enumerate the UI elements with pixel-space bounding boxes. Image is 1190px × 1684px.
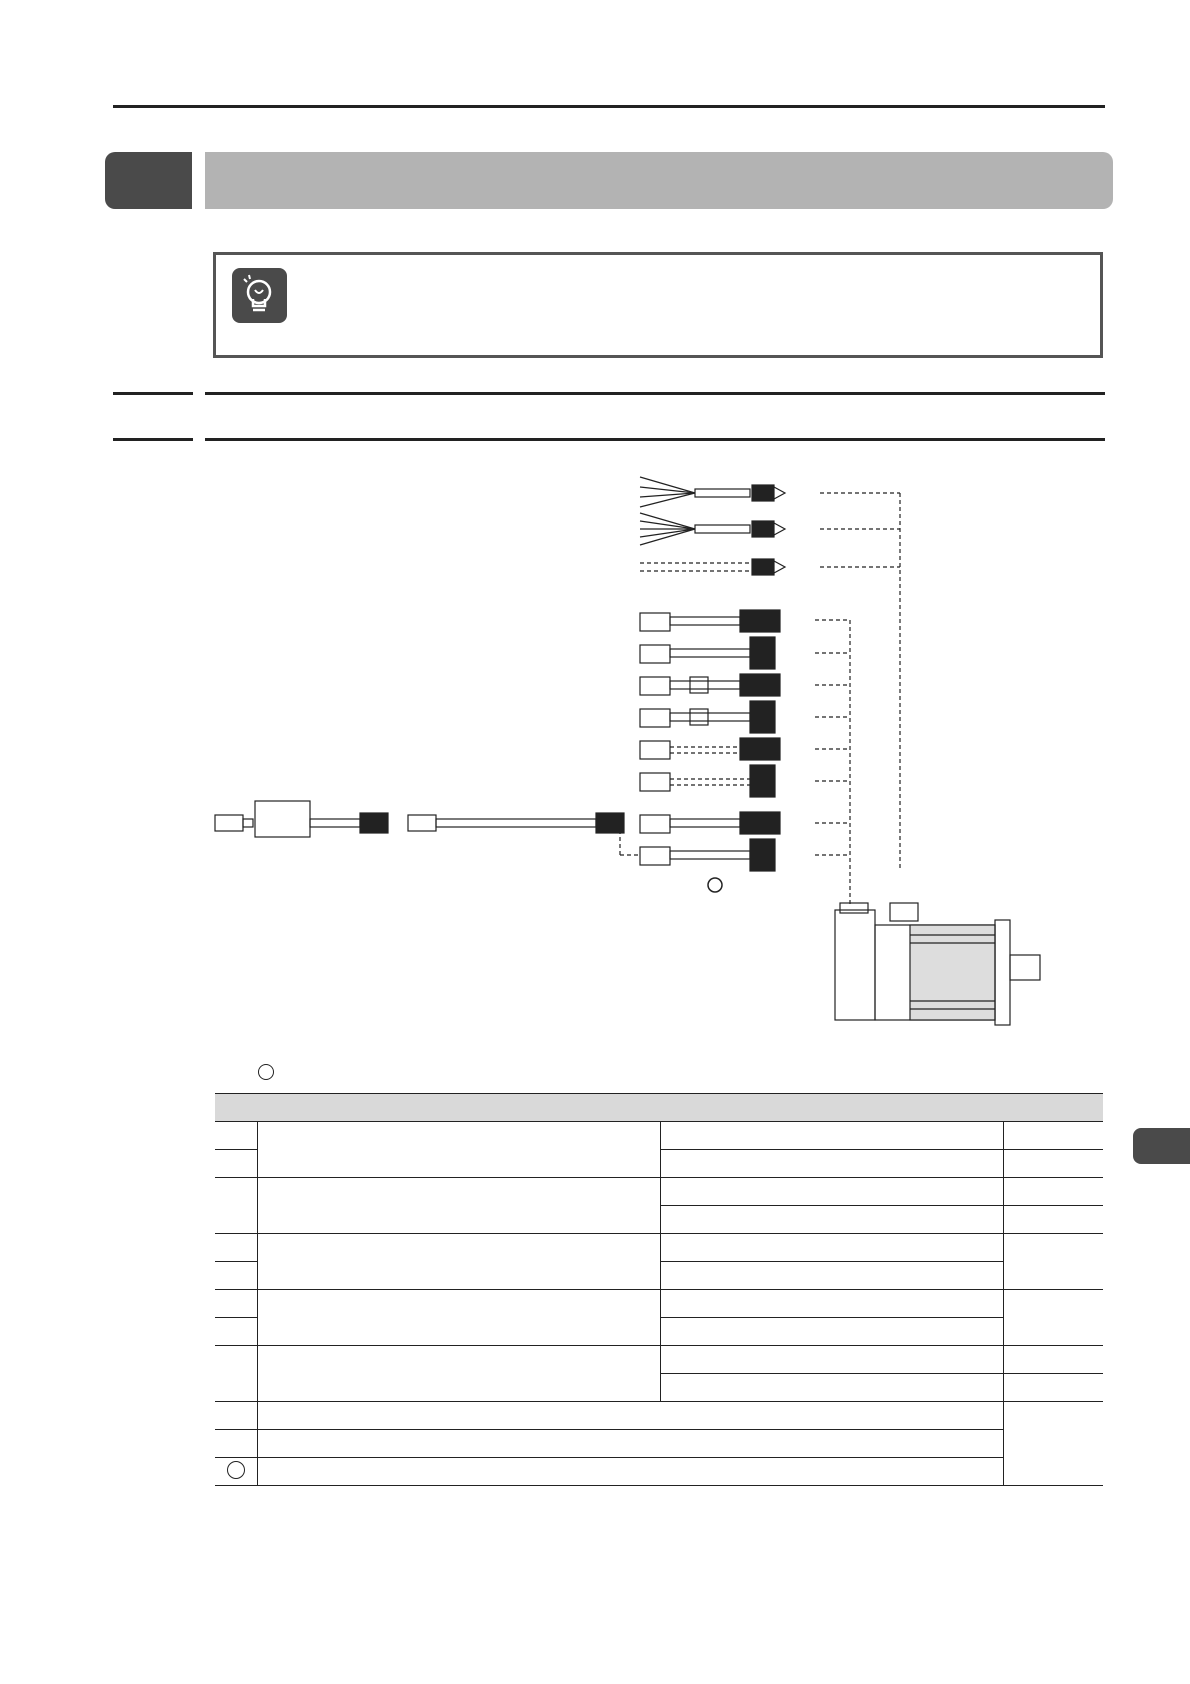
- servo-motor: [835, 903, 1040, 1025]
- table-row: [215, 1290, 1103, 1318]
- subsection-rule-left-2: [113, 438, 193, 441]
- relay-cable: [215, 801, 624, 837]
- table-header-ref: [1004, 1094, 1104, 1122]
- table-row: [215, 1234, 1103, 1262]
- subsection-rule-left: [113, 392, 193, 395]
- table-header-name: [258, 1094, 1004, 1122]
- table-row: [215, 1346, 1103, 1374]
- cable-diagram: [200, 465, 1080, 1035]
- side-tab: [1133, 1128, 1190, 1164]
- table-row: [215, 1178, 1103, 1206]
- table-row: [215, 1402, 1103, 1430]
- power-cable-3: [640, 559, 785, 575]
- encoder-cables: [640, 610, 780, 871]
- power-cable-2: [640, 513, 785, 545]
- subsection-rule-right: [205, 392, 1105, 395]
- table-row: [215, 1122, 1103, 1150]
- table-row: [215, 1430, 1103, 1458]
- table-header-no: [215, 1094, 258, 1122]
- top-rule: [113, 105, 1105, 108]
- power-cable-1: [640, 477, 785, 507]
- section-title-bar: [205, 152, 1113, 209]
- callout-circle-icon: [227, 1461, 245, 1479]
- parts-table: [215, 1093, 1103, 1486]
- chapter-number-box: [105, 152, 192, 209]
- table-row: [215, 1458, 1103, 1486]
- lightbulb-icon: [232, 268, 287, 323]
- note-box: [213, 252, 1103, 358]
- legend-callout: [258, 1064, 274, 1080]
- subsection-rule-right-2: [205, 438, 1105, 441]
